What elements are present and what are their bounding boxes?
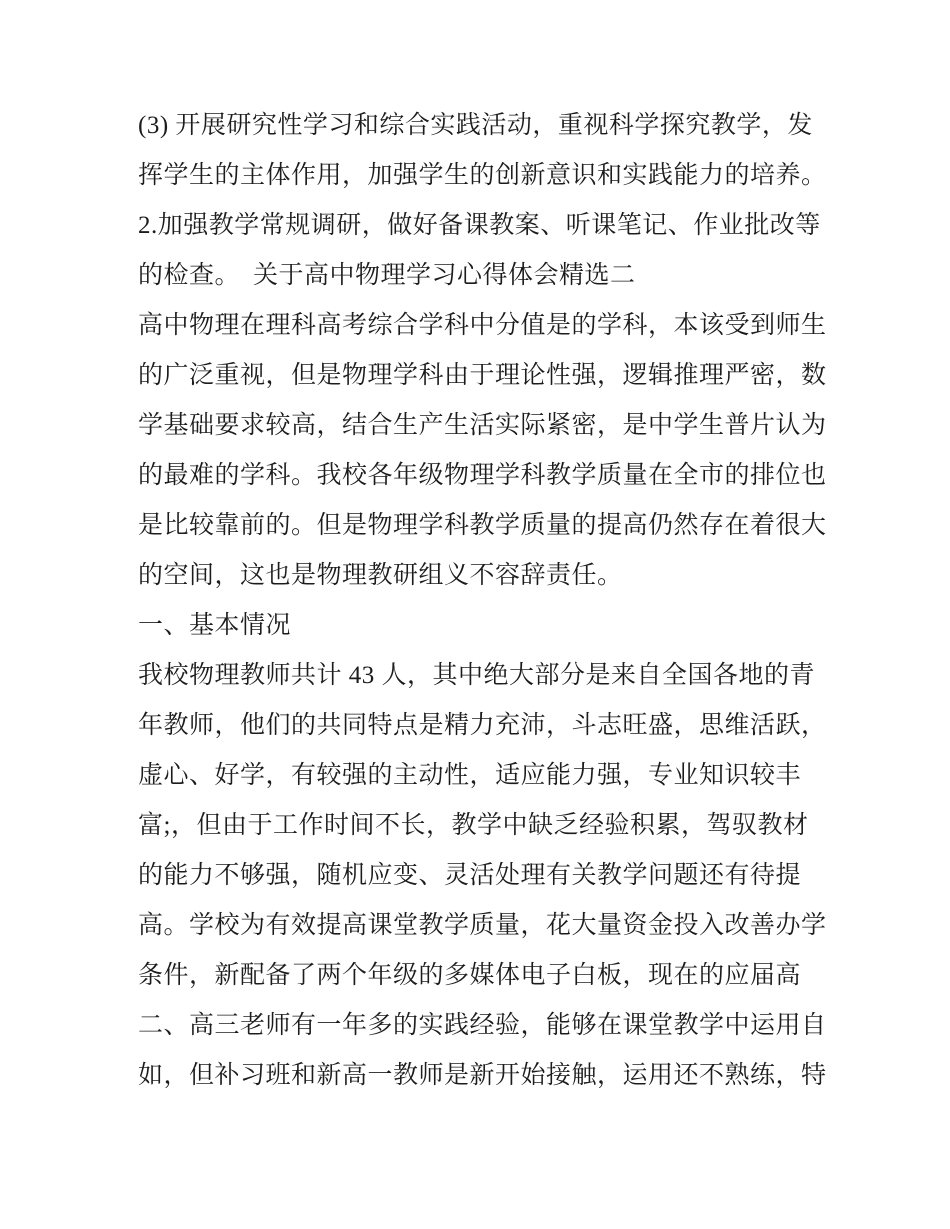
- text-line: 如，但补习班和新高一教师是新开始接触，运用还不熟练，特: [138, 1062, 827, 1089]
- text-line: 挥学生的主体作用，加强学生的创新意识和实践能力的培养。: [138, 162, 827, 189]
- text-line: 是比较靠前的。但是物理学科教学质量的提高仍然存在着很大: [138, 512, 827, 539]
- text-line: 高。学校为有效提高课堂教学质量，花大量资金投入改善办学: [138, 912, 827, 939]
- text-line: 的能力不够强，随机应变、灵活处理有关教学问题还有待提: [138, 862, 802, 889]
- text-line: 学基础要求较高，结合生产生活实际紧密，是中学生普片认为: [138, 412, 827, 439]
- text-line: 的空间，这也是物理教研组义不容辞责任。: [138, 562, 623, 589]
- text-line: 年教师，他们的共同特点是精力充沛，斗志旺盛，思维活跃，: [138, 712, 827, 739]
- text-line: 2.加强教学常规调研，做好备课教案、听课笔记、作业批改等: [138, 212, 821, 239]
- text-line: 虚心、好学，有较强的主动性，适应能力强，专业知识较丰: [138, 762, 802, 789]
- text-line: 二、高三老师有一年多的实践经验，能够在课堂教学中运用自: [138, 1012, 827, 1039]
- text-line: (3) 开展研究性学习和综合实践活动，重视科学探究教学，发: [138, 112, 813, 139]
- text-line: 的检查。 关于高中物理学习心得体会精选二: [138, 262, 636, 289]
- text-line: 的最难的学科。我校各年级物理学科教学质量在全市的排位也: [138, 462, 827, 489]
- text-line: 高中物理在理科高考综合学科中分值是的学科，本该受到师生: [138, 312, 827, 339]
- text-line: 条件，新配备了两个年级的多媒体电子白板，现在的应届高: [138, 962, 802, 989]
- text-line: 一、基本情况: [138, 612, 292, 639]
- text-line: 富;，但由于工作时间不长，教学中缺乏经验积累，驾驭教材: [138, 812, 809, 839]
- text-line: 我校物理教师共计 43 人，其中绝大部分是来自全国各地的青: [138, 662, 816, 689]
- text-line: 的广泛重视，但是物理学科由于理论性强，逻辑推理严密，数: [138, 362, 827, 389]
